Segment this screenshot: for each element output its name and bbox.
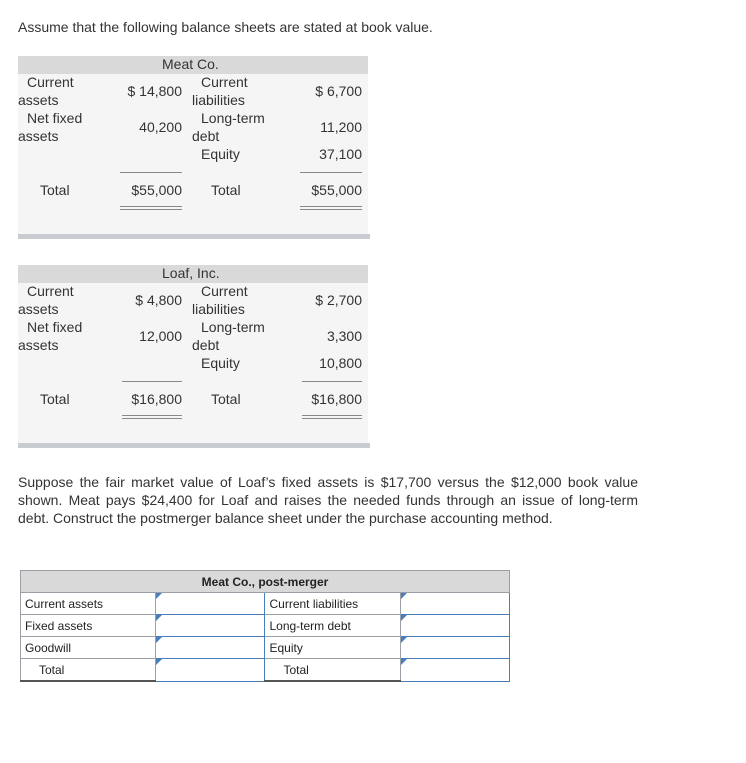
loaf-ltd-label-1: Long-term (201, 319, 265, 335)
loaf-separator (18, 443, 370, 448)
meat-long-term-debt: 11,200 (320, 119, 362, 135)
meat-current-assets: $ 14,800 (127, 83, 182, 99)
loaf-equity-label: Equity (201, 355, 240, 371)
loaf-claims-total-rule (302, 415, 362, 419)
loaf-cl-label-2: liabilities (192, 301, 245, 317)
total-claims-input[interactable] (401, 659, 513, 680)
meat-cl-label-2: liabilities (192, 92, 245, 108)
input-flag-icon (156, 593, 162, 599)
intro-text: Assume that the following balance sheets are stated at book value. (18, 19, 433, 35)
loaf-ltd-label-2: debt (192, 337, 220, 353)
input-flag-icon (401, 659, 407, 665)
loaf-equity: 10,800 (319, 355, 362, 371)
meat-current-liabilities: $ 6,700 (315, 83, 362, 99)
loaf-current-liabilities: $ 2,700 (315, 292, 362, 308)
meat-claims-total-rule (300, 206, 362, 210)
loaf-ca-label-1: Current (27, 283, 74, 299)
loaf-assets-total-rule (122, 415, 182, 419)
table-row (21, 659, 510, 682)
total-assets-label: Total (21, 659, 156, 682)
meat-title: Meat Co. (162, 56, 219, 72)
meat-assets-total-rule (120, 206, 182, 210)
meat-equity: 37,100 (319, 146, 362, 162)
loaf-nfa-label-1: Net fixed (27, 319, 83, 335)
loaf-cl-label-1: Current (201, 283, 248, 299)
meat-cl-label-1: Current (201, 74, 248, 90)
meat-net-fixed: 40,200 (139, 119, 182, 135)
meat-total-claims: $55,000 (311, 182, 362, 198)
equity-label: Equity (265, 637, 400, 659)
input-flag-icon (401, 615, 407, 621)
current-liabilities-label: Current liabilities (265, 593, 400, 615)
loaf-claims-subtotal-rule (302, 381, 362, 382)
goodwill-label: Goodwill (21, 637, 156, 659)
meat-total-label-right: Total (211, 182, 241, 198)
table-row (21, 615, 510, 637)
loaf-net-fixed: 12,000 (139, 328, 182, 344)
postmerger-balance-sheet (20, 570, 510, 682)
loaf-long-term-debt: 3,300 (326, 328, 362, 344)
loaf-total-label-right: Total (211, 391, 241, 407)
current-assets-label: Current assets (21, 593, 156, 615)
table-row (21, 637, 510, 659)
long-term-debt-label: Long-term debt (265, 615, 400, 637)
loaf-assets-subtotal-rule (122, 381, 182, 382)
meat-total-assets: $55,000 (131, 182, 182, 198)
meat-assets-subtotal-rule (120, 172, 182, 173)
current-assets-input[interactable] (156, 593, 268, 614)
loaf-total-label-left: Total (40, 391, 70, 407)
meat-ca-label-2: assets (18, 92, 59, 108)
meat-ca-label-1: Current (27, 74, 74, 90)
meat-claims-subtotal-rule (300, 172, 362, 173)
table-row (21, 593, 510, 615)
meat-total-label-left: Total (40, 182, 70, 198)
loaf-total-assets: $16,800 (131, 391, 182, 407)
input-flag-icon (401, 593, 407, 599)
loaf-ca-label-2: assets (18, 301, 59, 317)
meat-nfa-label-2: assets (18, 128, 59, 144)
meat-separator (18, 234, 370, 239)
loaf-current-assets: $ 4,800 (135, 292, 182, 308)
long-term-debt-input[interactable] (401, 615, 513, 636)
meat-ltd-label-2: debt (192, 128, 220, 144)
meat-ltd-label-1: Long-term (201, 110, 265, 126)
postmerger-title: Meat Co., post-merger (21, 571, 510, 593)
input-flag-icon (156, 659, 162, 665)
input-flag-icon (156, 615, 162, 621)
meat-equity-label: Equity (201, 146, 240, 162)
fixed-assets-label: Fixed assets (21, 615, 156, 637)
input-flag-icon (156, 637, 162, 643)
meat-nfa-label-1: Net fixed (27, 110, 83, 126)
input-flag-icon (401, 637, 407, 643)
loaf-total-claims: $16,800 (311, 391, 362, 407)
loaf-nfa-label-2: assets (18, 337, 59, 353)
goodwill-input[interactable] (156, 637, 268, 658)
fixed-assets-input[interactable] (156, 615, 268, 636)
total-assets-input[interactable] (156, 659, 268, 680)
total-claims-label: Total (265, 659, 400, 682)
question-text: Suppose the fair market value of Loaf’s fixed assets is $17,700 versus the $12,000 book value shown. Meat pays $24,400 for Loaf and raises the needed funds through an issue of long-term debt. Construct the postmerger balance sheet under the purchase accounting method. (18, 474, 638, 526)
loaf-title: Loaf, Inc. (162, 265, 220, 281)
equity-input[interactable] (401, 637, 513, 658)
current-liabilities-input[interactable] (401, 593, 513, 614)
